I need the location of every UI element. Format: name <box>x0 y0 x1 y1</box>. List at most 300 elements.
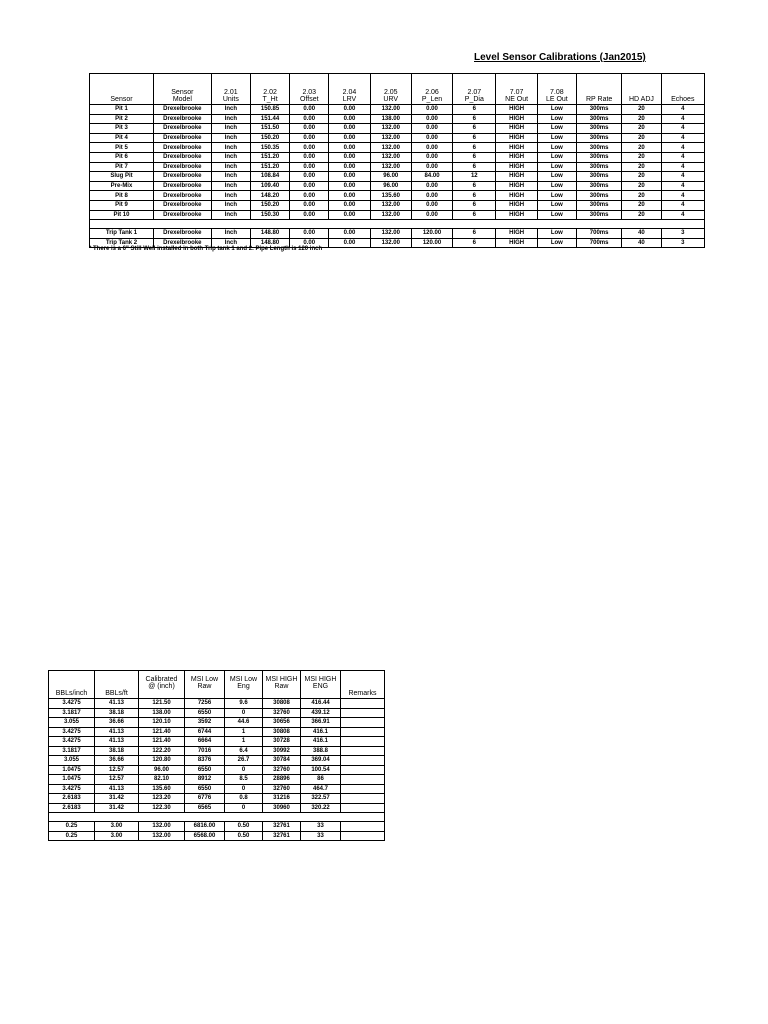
table-cell: 300ms <box>576 124 621 134</box>
table-cell: 132.00 <box>370 229 411 239</box>
table-cell: Drexelbrooke <box>153 172 211 182</box>
table-cell: HIGH <box>496 172 537 182</box>
table-cell: HIGH <box>496 162 537 172</box>
column-header-line: 2.05 <box>383 89 398 96</box>
table-cell: 150.85 <box>250 105 289 115</box>
table-cell: 151.44 <box>250 114 289 124</box>
table-cell: 7256 <box>185 699 225 709</box>
table-cell: 416.44 <box>301 699 341 709</box>
table-cell: Low <box>537 143 576 153</box>
table-cell: 1 <box>225 737 263 747</box>
table-cell <box>341 718 385 728</box>
table-row <box>49 775 385 785</box>
table-cell <box>341 727 385 737</box>
column-header-line: MSI Low <box>229 676 258 683</box>
table-cell: 132.00 <box>370 238 411 248</box>
table-cell: 96.00 <box>139 765 185 775</box>
table-cell: Drexelbrooke <box>153 210 211 220</box>
table-cell: 0.00 <box>329 200 370 210</box>
column-header-line: MSI Low <box>190 676 219 683</box>
table-cell: 148.20 <box>250 191 289 201</box>
table-cell: Low <box>537 114 576 124</box>
column-header-line <box>51 676 92 683</box>
table-cell: 6 <box>453 143 496 153</box>
table-cell: 132.00 <box>370 152 411 162</box>
table-cell: 0.00 <box>411 181 452 191</box>
column-header <box>211 74 250 105</box>
table-row <box>49 831 385 841</box>
table-cell: 0.00 <box>290 162 329 172</box>
column-header-line: Echoes <box>671 96 695 103</box>
table-cell: 4 <box>661 124 704 134</box>
table-cell: 132.00 <box>370 162 411 172</box>
table-cell: Inch <box>211 200 250 210</box>
table-cell: 3.055 <box>49 718 95 728</box>
table-cell: 0.00 <box>329 191 370 201</box>
table-cell: 132.00 <box>370 200 411 210</box>
column-header <box>225 671 263 699</box>
table-cell: 32760 <box>263 708 301 718</box>
table-cell: 40 <box>622 229 661 239</box>
table-cell: 6 <box>453 114 496 124</box>
table-cell: 31.42 <box>95 803 139 813</box>
table-cell <box>341 737 385 747</box>
table-cell: 9.6 <box>225 699 263 709</box>
table-cell: Drexelbrooke <box>153 181 211 191</box>
column-header-line: 2.03 <box>302 89 317 96</box>
column-header <box>49 671 95 699</box>
table-cell: Pit 4 <box>90 133 154 143</box>
column-header-line <box>579 89 619 96</box>
column-header-line: BBLs/inch <box>55 690 88 697</box>
table-cell: 4 <box>661 114 704 124</box>
table-cell: 300ms <box>576 105 621 115</box>
table-cell: 3.055 <box>49 756 95 766</box>
table-cell: 108.84 <box>250 172 289 182</box>
table-cell: 36.66 <box>95 718 139 728</box>
table-cell: Low <box>537 105 576 115</box>
table-cell: HIGH <box>496 238 537 248</box>
table-cell: 151.20 <box>250 162 289 172</box>
table-cell: 0 <box>225 784 263 794</box>
column-header-line <box>664 89 702 96</box>
table-cell <box>341 803 385 813</box>
table-cell: 0.00 <box>329 124 370 134</box>
table-cell: 0.00 <box>329 229 370 239</box>
table-row <box>49 756 385 766</box>
table-cell <box>341 822 385 832</box>
table-cell: 30808 <box>263 699 301 709</box>
table-cell: HIGH <box>496 105 537 115</box>
table-cell: 20 <box>622 143 661 153</box>
table-cell: 4 <box>661 162 704 172</box>
table-cell: 388.8 <box>301 746 341 756</box>
table-cell: 3.1817 <box>49 746 95 756</box>
table-cell: 6 <box>453 238 496 248</box>
table-cell: 0.25 <box>49 822 95 832</box>
table-cell: 0.00 <box>411 133 452 143</box>
table-cell: 4 <box>661 133 704 143</box>
table-cell: Drexelbrooke <box>153 133 211 143</box>
table-cell: Drexelbrooke <box>153 191 211 201</box>
table-cell: 132.00 <box>370 105 411 115</box>
table-cell: Drexelbrooke <box>153 105 211 115</box>
table-cell: 20 <box>622 181 661 191</box>
column-header-line: Remarks <box>348 690 377 697</box>
table-cell: Pit 1 <box>90 105 154 115</box>
table-cell <box>341 794 385 804</box>
table-cell: 300ms <box>576 162 621 172</box>
table-cell: 100.54 <box>301 765 341 775</box>
table-cell: 6.4 <box>225 746 263 756</box>
table-cell: 369.04 <box>301 756 341 766</box>
table-cell: Drexelbrooke <box>153 124 211 134</box>
column-header <box>185 671 225 699</box>
table-cell: 0.00 <box>290 229 329 239</box>
table-cell <box>341 831 385 841</box>
table-cell: 0.00 <box>411 143 452 153</box>
table-cell: 300ms <box>576 181 621 191</box>
table-cell: 20 <box>622 105 661 115</box>
table-cell: HIGH <box>496 191 537 201</box>
table-cell: Low <box>537 162 576 172</box>
column-header <box>370 74 411 105</box>
table-cell: 6664 <box>185 737 225 747</box>
table-cell: 6 <box>453 133 496 143</box>
table-cell: 132.00 <box>370 143 411 153</box>
table-cell: 6 <box>453 105 496 115</box>
table-cell: 32761 <box>263 831 301 841</box>
table-cell: 32760 <box>263 765 301 775</box>
table-cell: 41.13 <box>95 737 139 747</box>
table-cell: 6565 <box>185 803 225 813</box>
table-cell: 121.40 <box>139 737 185 747</box>
table-row <box>49 708 385 718</box>
table-cell: HIGH <box>496 210 537 220</box>
document-title: Level Sensor Calibrations (Jan2015) <box>474 52 646 63</box>
column-header <box>329 74 370 105</box>
column-header <box>290 74 329 105</box>
table-cell: 20 <box>622 200 661 210</box>
column-header-line: Model <box>172 96 192 103</box>
table-cell: 6 <box>453 162 496 172</box>
table-cell: 132.00 <box>370 124 411 134</box>
table-cell: HIGH <box>496 181 537 191</box>
table-row <box>90 229 705 239</box>
table-cell: 0.00 <box>329 162 370 172</box>
table-cell: 464.7 <box>301 784 341 794</box>
column-header-line: MSI HIGH <box>265 676 298 683</box>
table-cell: 2.6183 <box>49 803 95 813</box>
table-cell: 1.0475 <box>49 775 95 785</box>
column-header-line: @ (inch) <box>148 683 175 690</box>
table-cell: 135.60 <box>370 191 411 201</box>
table-row <box>90 210 705 220</box>
table-cell: 0.00 <box>290 133 329 143</box>
table-cell: 0.00 <box>329 114 370 124</box>
table-cell: 20 <box>622 114 661 124</box>
table-cell: 41.13 <box>95 727 139 737</box>
table-cell: 30728 <box>263 737 301 747</box>
table-cell: 416.1 <box>301 737 341 747</box>
table-cell: HIGH <box>496 114 537 124</box>
table-cell: 3.4275 <box>49 699 95 709</box>
table-cell: 300ms <box>576 191 621 201</box>
column-header <box>453 74 496 105</box>
table-row <box>90 105 705 115</box>
table-cell: Low <box>537 133 576 143</box>
table-cell: 20 <box>622 133 661 143</box>
table-row <box>90 143 705 153</box>
table-cell: Pit 6 <box>90 152 154 162</box>
table-cell: 0.00 <box>411 152 452 162</box>
table-cell <box>341 756 385 766</box>
table-cell: 0.00 <box>329 143 370 153</box>
column-header <box>139 671 185 699</box>
column-header-line: 7.07 <box>509 89 524 96</box>
table-cell: 3.00 <box>95 822 139 832</box>
table-cell: 20 <box>622 152 661 162</box>
table-cell: Inch <box>211 124 250 134</box>
table-cell: 32760 <box>263 784 301 794</box>
table-cell: 0.00 <box>290 143 329 153</box>
table-cell <box>341 784 385 794</box>
table-cell: 6 <box>453 124 496 134</box>
column-header-line: Eng <box>237 683 250 690</box>
table-cell: HIGH <box>496 229 537 239</box>
table-cell: Inch <box>211 210 250 220</box>
table-row <box>90 181 705 191</box>
table-cell: 30808 <box>263 727 301 737</box>
table-row <box>90 152 705 162</box>
table-cell: 8376 <box>185 756 225 766</box>
table-cell: 0.25 <box>49 831 95 841</box>
table-cell: 30960 <box>263 803 301 813</box>
table-row <box>49 822 385 832</box>
column-header-line <box>141 690 182 697</box>
table-cell: Low <box>537 200 576 210</box>
column-header <box>250 74 289 105</box>
table-cell: 4 <box>661 172 704 182</box>
table-cell: 4 <box>661 143 704 153</box>
table-cell: 300ms <box>576 114 621 124</box>
table-cell: 135.60 <box>139 784 185 794</box>
table-cell: 2.6183 <box>49 794 95 804</box>
column-header-line <box>343 676 382 683</box>
table-row <box>49 699 385 709</box>
table-cell: 0.50 <box>225 822 263 832</box>
table-cell <box>341 775 385 785</box>
table-cell: Low <box>537 238 576 248</box>
column-header <box>496 74 537 105</box>
table-cell: 84.00 <box>411 172 452 182</box>
column-header-line: LRV <box>342 96 357 103</box>
table-cell: 26.7 <box>225 756 263 766</box>
table-row <box>49 803 385 813</box>
table-cell: 3.4275 <box>49 784 95 794</box>
table-cell: 300ms <box>576 133 621 143</box>
table-cell: 33 <box>301 831 341 841</box>
table-cell: 121.40 <box>139 727 185 737</box>
table-cell: 0 <box>225 708 263 718</box>
column-header-line <box>187 690 222 697</box>
table-row <box>49 765 385 775</box>
table-cell: Pre-Mix <box>90 181 154 191</box>
table-cell: 416.1 <box>301 727 341 737</box>
spacer-cell <box>49 813 385 822</box>
table-cell: 0.00 <box>411 114 452 124</box>
column-header-line: 2.02 <box>263 89 277 96</box>
column-header-line <box>265 690 298 697</box>
table-cell: 20 <box>622 172 661 182</box>
table-cell: Drexelbrooke <box>153 143 211 153</box>
table-cell: Drexelbrooke <box>153 229 211 239</box>
column-header-line: Raw <box>197 683 212 690</box>
table-cell: Pit 5 <box>90 143 154 153</box>
table-cell: 12 <box>453 172 496 182</box>
table-cell: 132.00 <box>370 210 411 220</box>
table-cell: 38.18 <box>95 708 139 718</box>
table-cell: 6 <box>453 200 496 210</box>
table-cell: 4 <box>661 191 704 201</box>
table-cell <box>341 708 385 718</box>
table-cell: 150.20 <box>250 200 289 210</box>
column-header-line: 2.06 <box>425 89 439 96</box>
table-cell <box>341 699 385 709</box>
column-header-line <box>303 690 338 697</box>
table-cell: 1 <box>225 727 263 737</box>
column-header <box>263 671 301 699</box>
table-cell: Low <box>537 229 576 239</box>
table-cell: 300ms <box>576 172 621 182</box>
table-cell: 41.13 <box>95 699 139 709</box>
table-cell: 3.4275 <box>49 737 95 747</box>
table-cell: 0.00 <box>329 152 370 162</box>
table-header-row <box>49 671 385 699</box>
table-cell: 4 <box>661 200 704 210</box>
table-cell: Low <box>537 191 576 201</box>
table-cell: 0.00 <box>411 200 452 210</box>
column-header-line <box>97 676 136 683</box>
column-header-line: NE Out <box>505 96 529 103</box>
table-cell: Pit 7 <box>90 162 154 172</box>
table-cell: Inch <box>211 238 250 248</box>
table-cell: 148.80 <box>250 238 289 248</box>
column-header-line: Units <box>222 96 239 103</box>
table-cell: Trip Tank 2 <box>90 238 154 248</box>
table-cell: 132.00 <box>139 831 185 841</box>
column-header-line: MSI HIGH <box>304 676 337 683</box>
table-cell: 320.22 <box>301 803 341 813</box>
table-cell: Pit 3 <box>90 124 154 134</box>
table-cell: Low <box>537 124 576 134</box>
table-cell: 8912 <box>185 775 225 785</box>
table-cell: 41.13 <box>95 784 139 794</box>
table-cell: 132.00 <box>370 133 411 143</box>
table-cell: 120.00 <box>411 229 452 239</box>
table-cell: 150.30 <box>250 210 289 220</box>
column-header <box>153 74 211 105</box>
table-cell: Drexelbrooke <box>153 162 211 172</box>
column-header-line: Sensor <box>110 96 133 103</box>
table-row <box>49 746 385 756</box>
column-header <box>537 74 576 105</box>
table-cell: Inch <box>211 143 250 153</box>
table-cell: 138.00 <box>370 114 411 124</box>
table-cell: 0.00 <box>290 200 329 210</box>
table-cell: 20 <box>622 162 661 172</box>
table-cell: 28896 <box>263 775 301 785</box>
table-cell: 151.20 <box>250 152 289 162</box>
column-header-line: BBLs/ft <box>105 690 128 697</box>
table-cell: 38.18 <box>95 746 139 756</box>
table-cell: 0.00 <box>411 105 452 115</box>
table-cell: 3.00 <box>95 831 139 841</box>
table-cell: 7016 <box>185 746 225 756</box>
table-cell: 700ms <box>576 229 621 239</box>
table-row <box>90 200 705 210</box>
table-cell: 122.20 <box>139 746 185 756</box>
table-cell: HIGH <box>496 152 537 162</box>
table-cell: 4 <box>661 210 704 220</box>
column-header-line: HD ADJ <box>628 96 654 103</box>
table-cell: 120.00 <box>411 238 452 248</box>
table-cell: 3 <box>661 229 704 239</box>
table-cell: 0.00 <box>290 210 329 220</box>
table-cell: 0 <box>225 803 263 813</box>
table-cell: 0.00 <box>411 191 452 201</box>
table-cell: 30656 <box>263 718 301 728</box>
table-cell: 20 <box>622 124 661 134</box>
column-header-line: 7.08 <box>550 89 564 96</box>
table-cell: Low <box>537 210 576 220</box>
table-cell: 0.00 <box>290 114 329 124</box>
table-cell: Inch <box>211 105 250 115</box>
table-row <box>90 191 705 201</box>
table-cell: 82.10 <box>139 775 185 785</box>
table-cell: 300ms <box>576 152 621 162</box>
table-cell: 20 <box>622 191 661 201</box>
table-cell: 40 <box>622 238 661 248</box>
table-cell: Drexelbrooke <box>153 114 211 124</box>
table-row <box>90 162 705 172</box>
table-cell: 0.8 <box>225 794 263 804</box>
table-cell: 86 <box>301 775 341 785</box>
table-cell: 4 <box>661 152 704 162</box>
table-cell: Drexelbrooke <box>153 152 211 162</box>
table-cell: 0.00 <box>411 162 452 172</box>
table-cell: 138.00 <box>139 708 185 718</box>
table-header-row <box>90 74 705 105</box>
table-cell: 122.30 <box>139 803 185 813</box>
column-header-line: RP Rate <box>585 96 613 103</box>
column-header-line: Sensor <box>171 89 194 96</box>
column-header-line <box>97 683 136 690</box>
table-cell: Pit 9 <box>90 200 154 210</box>
table-cell: 121.50 <box>139 699 185 709</box>
table-cell: 3 <box>661 238 704 248</box>
table-cell: Pit 8 <box>90 191 154 201</box>
table-row <box>90 124 705 134</box>
table-cell: 0.00 <box>329 210 370 220</box>
table-cell: 0.00 <box>329 133 370 143</box>
table-cell <box>341 746 385 756</box>
table-cell: 300ms <box>576 210 621 220</box>
column-header-line: LE Out <box>545 96 568 103</box>
table-cell: 0.00 <box>290 152 329 162</box>
table-cell: HIGH <box>496 124 537 134</box>
table-cell: 20 <box>622 210 661 220</box>
